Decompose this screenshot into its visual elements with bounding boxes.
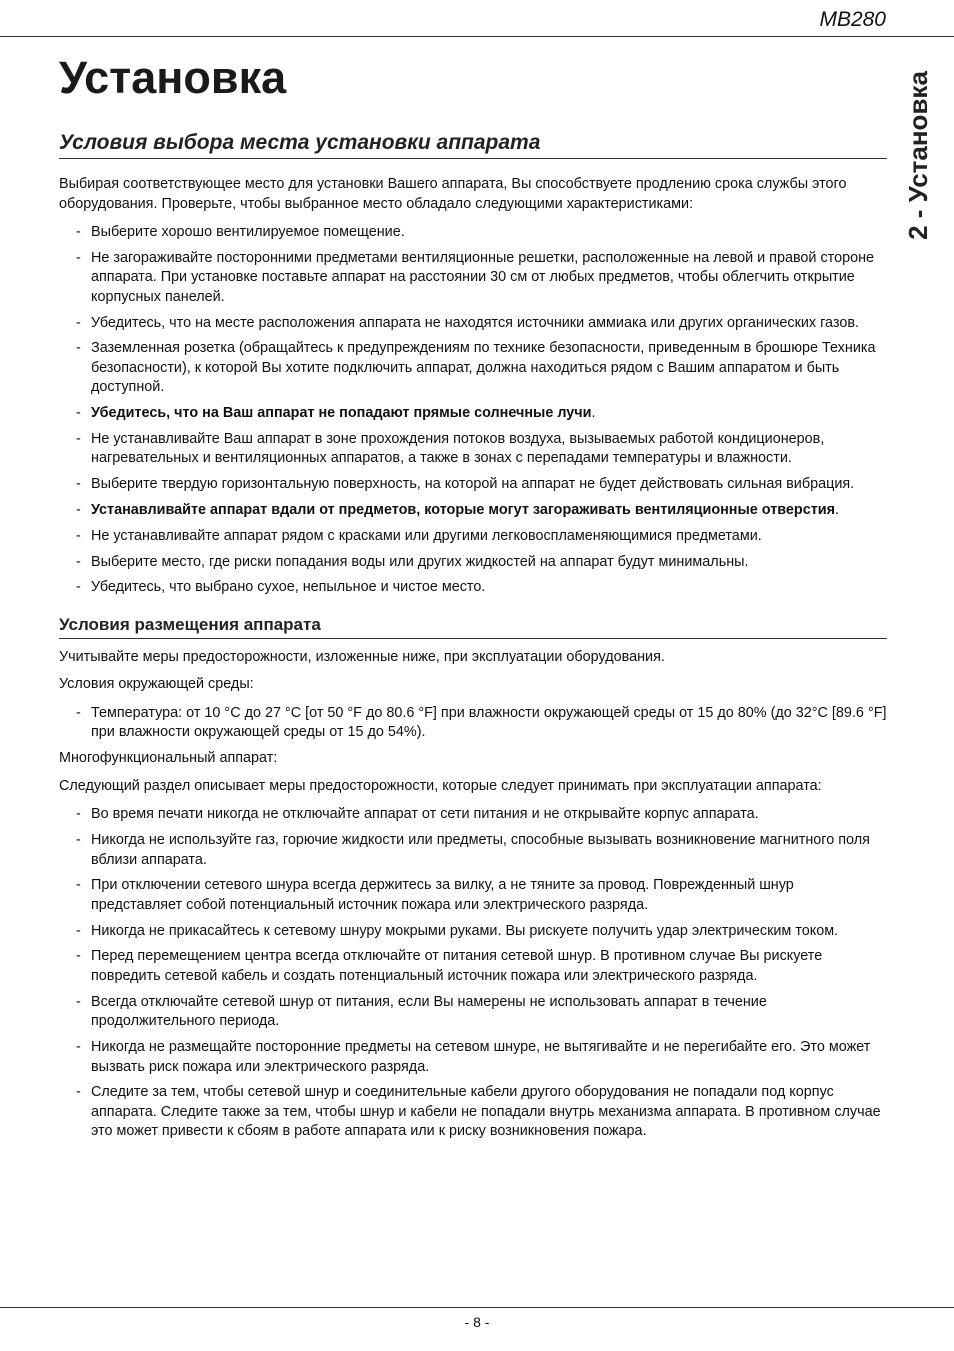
list-item-ventilation-warning (59, 501, 887, 521)
safety-precautions-list (59, 805, 887, 1142)
section-heading-placement-choice: Условия выбора места установки аппарата (59, 130, 887, 159)
list-item: - Никогда не размещайте посторонние предметы на сетевом шнуре, не вытягивайте и не перегибайте его. Это может вызвать риск пожара или электрического разряда. (59, 1038, 887, 1077)
placement-requirements-list (59, 223, 887, 598)
ventilation-warning-text: Устанавливайте аппарат вдали от предметов, которые могут загораживать вентиляционные отверстия (91, 502, 836, 519)
list-item: - Заземленная розетка (обращайтесь к предупреждениям по технике безопасности, приведенным в брошюре Техника безопасности), к которой Вы хотите подключить аппарат, должна находиться рядом с Вашим аппаратом и быть доступной. (59, 339, 887, 398)
section-heading-placement-conditions: Условия размещения аппарата (59, 614, 887, 639)
list-item: - Никогда не используйте газ, горючие жидкости или предметы, способные вызывать возникновение магнитного поля вблизи аппарата. (59, 831, 887, 870)
list-item: - Убедитесь, что выбрано сухое, непыльное и чистое место. (59, 578, 887, 598)
list-item-sunlight-warning (59, 404, 887, 424)
page-number: - 8 - (464, 1314, 490, 1330)
environment-label: Условия окружающей среды: (59, 676, 254, 693)
sunlight-warning-text: Убедитесь, что на Ваш аппарат не попадают прямые солнечные лучи (91, 405, 592, 422)
chapter-tab (893, 58, 943, 252)
section-intro: Выбирая соответствующее место для установки Вашего аппарата, Вы способствуете продлению срока службы этого оборудования. Проверьте, чтобы выбранное место обладало следующими характеристиками: (59, 176, 847, 212)
list-item: - Всегда отключайте сетевой шнур от питания, если Вы намерены не использовать аппарат в течение продолжительного периода. (59, 993, 887, 1032)
list-item: - Перед перемещением центра всегда отключайте от питания сетевой шнур. В противном случае Вы рискуете повредить сетевой кабель и создать потенциальный источник пожара или электрического разряда. (59, 947, 887, 986)
environment-list (59, 704, 887, 743)
ventilation-warning-period: . (835, 502, 840, 519)
list-item: - Не устанавливайте аппарат рядом с красками или другими легковоспламеняющимися предметами. (59, 527, 887, 547)
list-item: - Никогда не прикасайтесь к сетевому шнуру мокрыми руками. Вы рискуете получить удар электрическим током. (59, 922, 887, 942)
list-item: - Выберите место, где риски попадания воды или других жидкостей на аппарат будут минимальны. (59, 553, 887, 573)
list-item-temperature: - Температура: от 10 °C до 27 °C [от 50 °F до 80.6 °F] при влажности окружающей среды от 15 до 80% (до 32°C [89.6 °F] при влажности окружающей среды от 15 до 54%). (59, 704, 887, 743)
sunlight-warning-period: . (591, 405, 596, 422)
page-title: Установка (59, 52, 287, 103)
model-name: MB280 (819, 8, 886, 31)
page-content (59, 50, 887, 1148)
chapter-tab-label: 2 - Установка (902, 70, 933, 240)
list-item: - Следите за тем, чтобы сетевой шнур и соединительные кабели другого оборудования не попадали под корпус аппарата. Следите также за тем, чтобы шнур и кабели не попадали внутрь механизма аппарата. В противном случае это может привести к сбоям в работе аппарата или к риску возникновения пожара. (59, 1083, 887, 1142)
mfp-label: Многофункциональный аппарат: (59, 750, 278, 767)
mfp-intro: Следующий раздел описывает меры предосторожности, которые следует принимать при эксплуатации аппарата: (59, 777, 822, 794)
list-item: - При отключении сетевого шнура всегда держитесь за вилку, а не тяните за провод. Поврежденный шнур представляет собой потенциальный источник пожара или электрического разряда. (59, 876, 887, 915)
footer-divider (0, 1307, 954, 1308)
list-item: - Выберите твердую горизонтальную поверхность, на которой на аппарат не будет действовать сильная вибрация. (59, 475, 887, 495)
list-item: - Выберите хорошо вентилируемое помещение. (59, 223, 887, 243)
precautions-paragraph: Учитывайте меры предосторожности, изложенные ниже, при эксплуатации оборудования. (59, 648, 665, 665)
list-item: - Не загораживайте посторонними предметами вентиляционные решетки, расположенные на левой и правой стороне аппарата. При установке поставьте аппарат на расстоянии 30 см от любых предметов, чтобы облегчить открытие корпусных панелей. (59, 249, 887, 308)
header-divider (0, 36, 954, 37)
list-item: - Убедитесь, что на месте расположения аппарата не находятся источники аммиака или других органических газов. (59, 314, 887, 334)
list-item: - Во время печати никогда не отключайте аппарат от сети питания и не открывайте корпус аппарата. (59, 805, 887, 825)
list-item: - Не устанавливайте Ваш аппарат в зоне прохождения потоков воздуха, вызываемых работой кондиционеров, нагревательных и вентиляционных аппаратов, а также в зонах с перепадами температуры и влажности. (59, 430, 887, 469)
